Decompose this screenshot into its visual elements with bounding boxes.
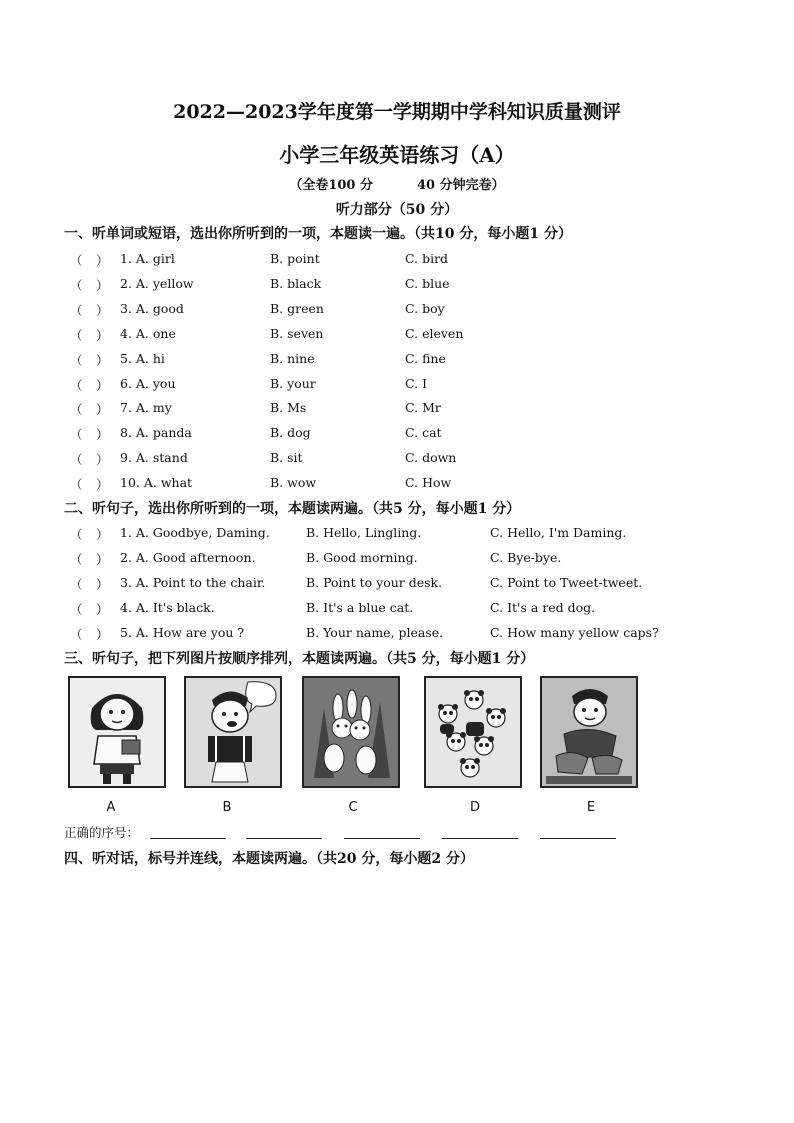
- option-b: B. sit: [270, 450, 303, 466]
- option-c: C. fine: [405, 350, 446, 366]
- answer-paren-left[interactable]: （: [70, 602, 83, 617]
- answer-paren-right[interactable]: ）: [96, 327, 109, 343]
- answer-paren-left[interactable]: （: [70, 253, 83, 268]
- option-b: B. black: [270, 275, 322, 291]
- option-b: B. nine: [270, 350, 315, 366]
- option-b: B. seven: [270, 325, 324, 341]
- exam-time: 40 分钟完卷）: [417, 178, 505, 193]
- answer-paren-right[interactable]: ）: [96, 452, 109, 468]
- picture-b: [184, 676, 282, 788]
- option-c: C. bird: [405, 251, 449, 266]
- option-b: B. wow: [270, 475, 317, 491]
- answer-paren-right[interactable]: ）: [96, 552, 109, 567]
- answer-blank-4[interactable]: [442, 838, 518, 839]
- option-b: B. Point to your desk.: [306, 575, 443, 590]
- option-b: B. dog: [270, 425, 311, 441]
- answer-paren-left[interactable]: （: [70, 377, 83, 393]
- option-a: 9. A. stand: [120, 450, 188, 466]
- option-a: 1. A. Goodbye, Daming.: [120, 525, 270, 540]
- option-c: C. How many yellow caps?: [490, 625, 659, 640]
- option-b: B. Hello, Lingling.: [306, 525, 422, 540]
- answer-paren-right[interactable]: ）: [96, 527, 109, 542]
- picture-a: [68, 676, 166, 788]
- option-b: B. Good morning.: [306, 550, 418, 565]
- answer-row: [64, 823, 139, 841]
- option-c: C. Bye-bye.: [490, 550, 562, 565]
- option-c: C. boy: [405, 300, 445, 316]
- option-b: B. your: [270, 375, 316, 391]
- answer-paren-left[interactable]: （: [70, 302, 83, 318]
- answer-paren-right[interactable]: ）: [96, 427, 109, 443]
- option-b: B. It's a blue cat.: [306, 600, 414, 615]
- option-b: B. Ms: [270, 400, 307, 416]
- option-c: C. How: [405, 475, 452, 491]
- section2-heading: 二、听句子，选出你所听到的一项，本题读两遍。（共5 分，每小题1 分）: [64, 501, 521, 517]
- option-c: C. eleven: [405, 325, 464, 341]
- answer-paren-left[interactable]: （: [70, 527, 83, 542]
- answer-paren-left[interactable]: （: [70, 402, 83, 418]
- picture-e-label: E: [586, 800, 596, 815]
- exam-info: [0, 174, 794, 193]
- answer-paren-right[interactable]: ）: [96, 302, 109, 318]
- picture-a-label: A: [106, 800, 116, 815]
- answer-paren-left[interactable]: （: [70, 352, 83, 368]
- section1-heading: 一、听单词或短语，选出你所听到的一项，本题读一遍。（共10 分，每小题1 分）: [64, 226, 572, 242]
- picture-c: [302, 676, 400, 788]
- picture-e: [540, 676, 638, 788]
- option-a: 5. A. How are you ?: [120, 625, 245, 640]
- answer-paren-left[interactable]: （: [70, 452, 83, 468]
- main-title: 2022—2023学年度第一学期期中学科知识质量测评: [173, 101, 621, 123]
- answer-paren-left[interactable]: （: [70, 427, 83, 443]
- option-a: 3. A. Point to the chair.: [120, 575, 266, 590]
- answer-paren-right[interactable]: ）: [96, 402, 109, 418]
- picture-d-label: D: [469, 800, 480, 815]
- option-a: 2. A. yellow: [120, 275, 194, 291]
- option-a: 3. A. good: [120, 300, 184, 316]
- option-a: 8. A. panda: [120, 425, 192, 441]
- option-a: 4. A. one: [120, 325, 176, 341]
- answer-paren-left[interactable]: （: [70, 552, 83, 567]
- option-c: C. I: [405, 375, 428, 391]
- sub-title: 小学三年级英语练习（A）: [279, 143, 515, 167]
- option-b: B. point: [270, 251, 320, 266]
- answer-paren-right[interactable]: ）: [96, 253, 109, 268]
- option-c: C. blue: [405, 275, 450, 291]
- answer-paren-right[interactable]: ）: [96, 602, 109, 617]
- section3-heading: 三、听句子，把下列图片按顺序排列，本题读两遍。（共5 分，每小题1 分）: [64, 651, 535, 667]
- option-a: 1. A. girl: [120, 251, 175, 266]
- option-c: C. It's a red dog.: [490, 600, 596, 615]
- option-a: 5. A. hi: [120, 350, 165, 366]
- option-a: 7. A. my: [120, 400, 172, 416]
- option-a: 6. A. you: [120, 375, 176, 391]
- answer-blank-2[interactable]: [246, 838, 322, 839]
- answer-paren-left[interactable]: （: [70, 277, 83, 293]
- option-c: C. Point to Tweet-tweet.: [490, 575, 643, 590]
- answer-paren-right[interactable]: ）: [96, 277, 109, 293]
- exam-total-score: （全卷100 分: [289, 178, 374, 193]
- answer-paren-right[interactable]: ）: [96, 627, 109, 642]
- girl-illustration: [70, 678, 164, 786]
- answer-paren-left[interactable]: （: [70, 627, 83, 642]
- answer-label: 正确的序号：: [64, 825, 140, 840]
- picture-b-label: B: [222, 800, 232, 815]
- pandas-illustration: [426, 678, 520, 786]
- answer-paren-left[interactable]: （: [70, 327, 83, 343]
- option-c: C. down: [405, 450, 457, 466]
- answer-paren-right[interactable]: ）: [96, 352, 109, 368]
- picture-d: [424, 676, 522, 788]
- answer-blank-5[interactable]: [540, 838, 616, 839]
- answer-paren-right[interactable]: ）: [96, 577, 109, 592]
- section4-heading: 四、听对话，标号并连线，本题读两遍。（共20 分，每小题2 分）: [64, 851, 474, 867]
- rabbits-illustration: [304, 678, 398, 786]
- option-b: B. Your name, please.: [306, 625, 444, 640]
- answer-paren-left[interactable]: （: [70, 577, 83, 592]
- option-c: C. Hello, I'm Daming.: [490, 525, 627, 540]
- option-a: 4. A. It's black.: [120, 600, 215, 615]
- answer-blank-1[interactable]: [150, 838, 226, 839]
- answer-paren-right[interactable]: ）: [96, 377, 109, 393]
- answer-paren-left[interactable]: （: [70, 477, 83, 493]
- picture-c-label: C: [348, 800, 358, 815]
- option-a: 10. A. what: [120, 475, 193, 491]
- option-a: 2. A. Good afternoon.: [120, 550, 256, 565]
- option-c: C. Mr: [405, 400, 441, 416]
- option-b: B. green: [270, 300, 324, 316]
- answer-paren-right[interactable]: ）: [96, 477, 109, 493]
- boy-illustration: [186, 678, 280, 786]
- option-c: C. cat: [405, 425, 442, 441]
- listening-section-title: 听力部分（50 分）: [335, 202, 459, 218]
- picture-row: [0, 676, 794, 816]
- sitting-boy-illustration: [542, 678, 636, 786]
- answer-blank-3[interactable]: [344, 838, 420, 839]
